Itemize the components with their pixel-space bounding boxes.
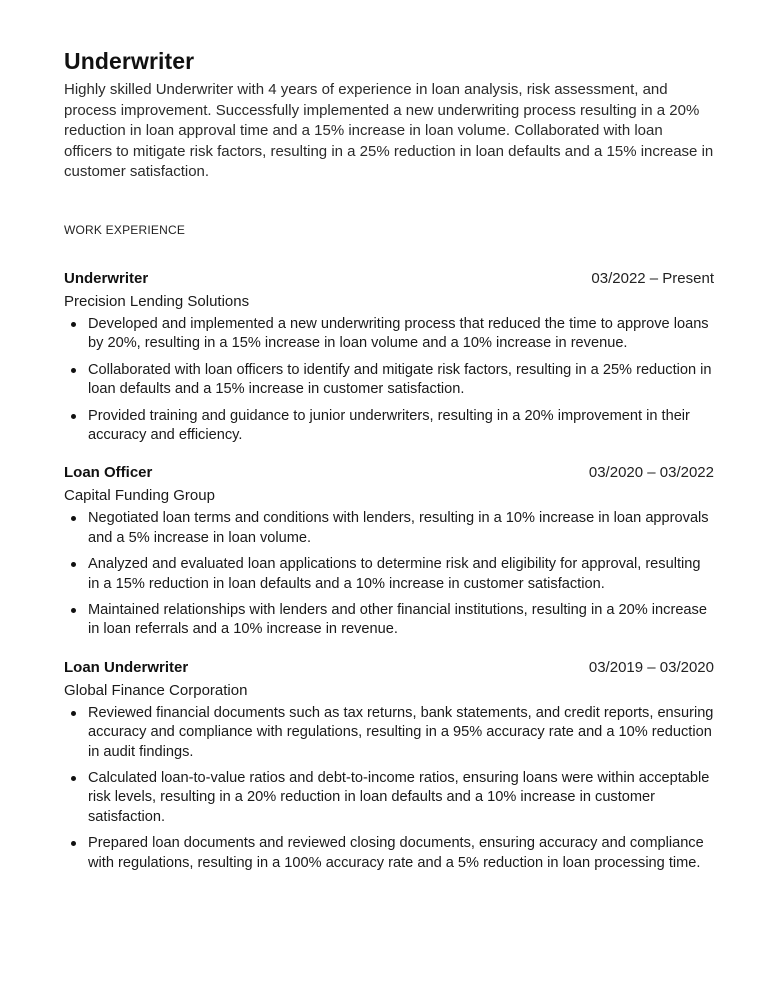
- job-title: Loan Underwriter: [64, 658, 189, 676]
- job-entry: [64, 656, 714, 873]
- job-bullet: Developed and implemented a new underwriting process that reduced the time to approve loans by 20%, resulting in a 15% increase in loan volume and a 10% increase in revenue.: [64, 315, 714, 354]
- company-name: Precision Lending Solutions: [64, 292, 250, 310]
- resume-name-heading: Underwriter: [64, 48, 195, 74]
- job-title: Underwriter: [64, 269, 149, 287]
- job-dates: 03/2019 – 03/2020: [588, 658, 714, 676]
- job-title: Loan Officer: [64, 464, 153, 482]
- job-header: [64, 656, 714, 680]
- job-entry: [64, 267, 714, 445]
- job-bullet: Prepared loan documents and reviewed closing documents, ensuring accuracy and compliance with regulations, resulting in a 100% accuracy rate and a 5% reduction in loan processing time.: [64, 834, 714, 873]
- job-bullet: Analyzed and evaluated loan applications to determine risk and eligibility for approval, resulting in a 15% reduction in loan defaults and a 10% increase in customer satisfaction.: [64, 555, 714, 594]
- job-bullet: Negotiated loan terms and conditions with lenders, resulting in a 10% increase in loan approvals and a 5% increase in loan volume.: [64, 509, 714, 548]
- job-bullet: Maintained relationships with lenders and other financial institutions, resulting in a 20% increase in loan referrals and a 10% increase in revenue.: [64, 601, 714, 640]
- job-bullets: [64, 509, 714, 639]
- job-entry: [64, 461, 714, 639]
- job-dates: 03/2022 – Present: [591, 269, 714, 287]
- job-header: [64, 461, 714, 485]
- company-name: Capital Funding Group: [64, 487, 215, 505]
- section-title-work-experience: WORK EXPERIENCE: [64, 222, 186, 237]
- job-bullet: Reviewed financial documents such as tax returns, bank statements, and credit reports, ensuring accuracy and compliance with regulations, resulting in a 95% accuracy rate and a 10% reduction in audit findings.: [64, 704, 714, 762]
- company-name: Global Finance Corporation: [64, 681, 248, 699]
- job-bullet: Provided training and guidance to junior underwriters, resulting in a 20% improvement in their accuracy and efficiency.: [64, 407, 714, 446]
- job-bullets: [64, 704, 714, 873]
- job-bullet: Collaborated with loan officers to identify and mitigate risk factors, resulting in a 25% reduction in loan defaults and a 15% increase in customer satisfaction.: [64, 361, 714, 400]
- job-header: [64, 267, 714, 291]
- job-list: [64, 267, 714, 873]
- job-dates: 03/2020 – 03/2022: [588, 464, 714, 482]
- job-bullet: Calculated loan-to-value ratios and debt-to-income ratios, ensuring loans were within acceptable risk levels, resulting in a 20% reduction in loan defaults and a 10% increase in customer satisfaction.: [64, 769, 714, 827]
- professional-summary: Highly skilled Underwriter with 4 years of experience in loan analysis, risk assessment, and process improvement. Successfully implemented a new underwriting process resulting in a 20% reduction in loan approval time and a 15% increase in loan volume. Collaborated with loan officers to mitigate risk factors, resulting in a 25% reduction in loan defaults and a 15% increase in customer satisfaction.: [64, 81, 714, 181]
- resume-page: [64, 46, 714, 889]
- job-bullets: [64, 315, 714, 445]
